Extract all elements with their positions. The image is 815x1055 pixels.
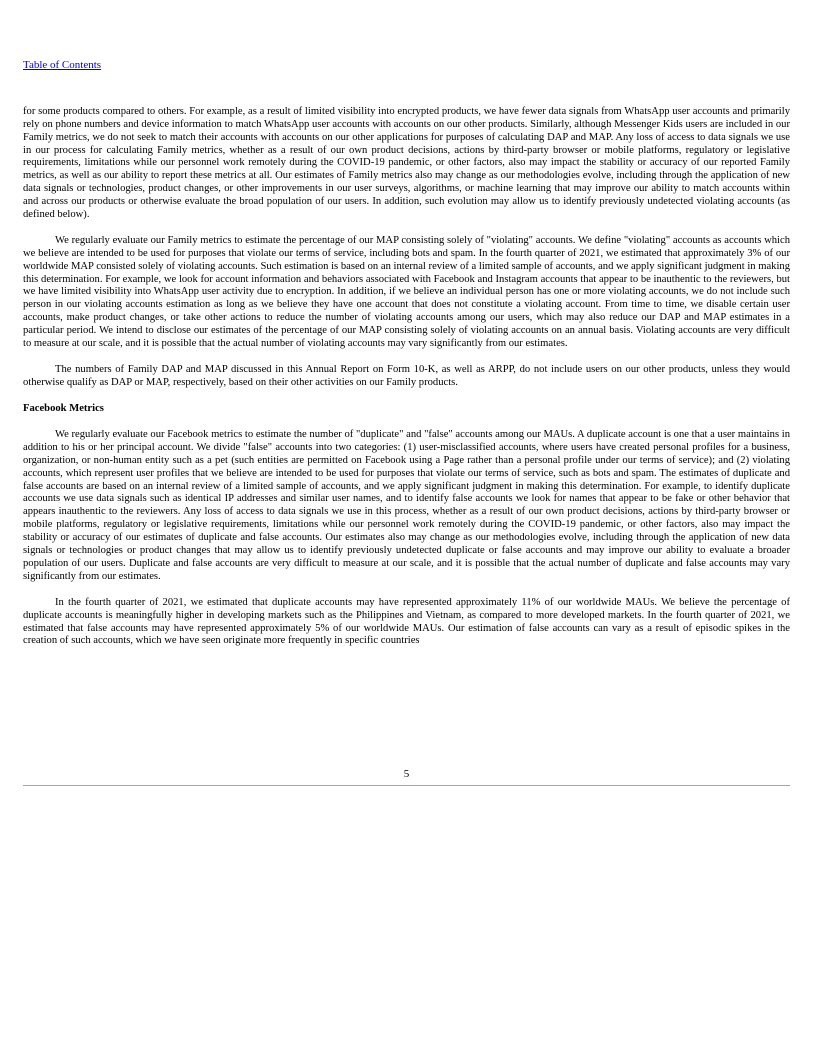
paragraph-family-metrics-limitations: for some products compared to others. For example, as a result of limited visibility into encrypted products, we have fewer data signals from WhatsApp user accounts and primarily rely on phone numbers and device information to match WhatsApp user accounts with accounts on our other products. Similarly, although Messenger Kids users are included in our Family metrics, we do not seek to match their accounts with accounts on our other applications for purposes of calculating DAP and MAP. Any loss of access to data signals we use in our process for calculating Family metrics, whether as a result of our own product decisions, actions by third-party browser or mobile platforms, regulatory or legislative requirements, limitations while our personnel work remotely during the COVID-19 pandemic, or other factors, also may impact the stability or accuracy of our reported Family metrics, as well as our ability to report these metrics at all. Our estimates of Family metrics also may change as our methodologies evolve, including through the application of new data signals or technologies, product changes, or other improvements in our user surveys, algorithms, or machine learning that may improve our ability to match accounts within and across our products or otherwise evaluate the broad population of our users. In addition, such evolution may allow us to identify previously undetected violating accounts (as defined below). [23,106,790,220]
paragraph-violating-accounts: We regularly evaluate our Family metrics to estimate the percentage of our MAP consisting solely of "violating" accounts. We define "violating" accounts as accounts which we believe are intended to be used for purposes that violate our terms of service, including bots and spam. In the fourth quarter of 2021, we estimated that approximately 3% of our worldwide MAP consisted solely of violating accounts. Such estimation is based on an internal review of a limited sample of accounts, and we apply significant judgment in making this determination. For example, we look for account information and behaviors associated with Facebook and Instagram accounts that appear to be inauthentic to the reviewers, but we have limited visibility into WhatsApp user activity due to encryption. In addition, if we believe an individual person has one or more violating accounts, we do not include such person in our violating accounts estimation as long as we believe they have one account that does not constitute a violating account. From time to time, we disable certain user accounts, make product changes, or take other actions to reduce the number of violating accounts among our users, which may also reduce our DAP and MAP estimates in a particular period. We intend to disclose our estimates of the percentage of our MAP consisting solely of violating accounts on an annual basis. Violating accounts are very difficult to measure at our scale, and it is possible that the actual number of violating accounts may vary significantly from our estimates. [23,235,790,349]
paragraph-dap-map-scope: The numbers of Family DAP and MAP discussed in this Annual Report on Form 10-K, as well as ARPP, do not include users on our other products, unless they would otherwise qualify as DAP or MAP, respectively, based on their other activities on our Family products. [23,364,790,389]
table-of-contents-link[interactable]: Table of Contents [23,59,102,71]
section-heading-facebook-metrics: Facebook Metrics [23,403,104,415]
paragraph-duplicate-false-accounts: We regularly evaluate our Facebook metrics to estimate the number of "duplicate" and "false" accounts among our MAUs. A duplicate account is one that a user maintains in addition to his or her principal account. We divide "false" accounts into two categories: (1) user-misclassified accounts, where users have created personal profiles for a business, organization, or non-human entity such as a pet (such entities are permitted on Facebook using a Page rather than a personal profile under our terms of service); and (2) violating accounts, which represent user profiles that we believe are intended to be used for purposes that violate our terms of service, such as bots and spam. The estimates of duplicate and false accounts are based on an internal review of a limited sample of accounts, and we apply significant judgment in making this determination. For example, to identify duplicate accounts we use data signals such as identical IP addresses and similar user names, and to identify false accounts we look for names that appear to be fake or other behavior that appears inauthentic to the reviewers. Any loss of access to data signals we use in this process, whether as a result of our own product decisions, actions by third-party browser or mobile platforms, regulatory or legislative requirements, limitations while our personnel work remotely during the COVID-19 pandemic, or other factors, also may impact the stability or accuracy of our estimates of duplicate and false accounts. Our estimates also may change as our methodologies evolve, including through the application of new data signals or technologies or product changes that may allow us to identify previously undetected duplicate or false accounts and may improve our ability to evaluate a broader population of our users. Duplicate and false accounts are very difficult to measure at our scale, and it is possible that the actual number of duplicate and false accounts may vary significantly from our estimates. [23,429,790,582]
document-body [23,106,790,662]
page-divider [23,785,790,786]
page-number: 5 [403,768,410,780]
paragraph-q4-2021-estimates: In the fourth quarter of 2021, we estimated that duplicate accounts may have represented approximately 11% of our worldwide MAUs. We believe the percentage of duplicate accounts is meaningfully higher in developing markets such as the Philippines and Vietnam, as compared to more developed markets. In the fourth quarter of 2021, we estimated that false accounts may have represented approximately 5% of our worldwide MAUs. Our estimation of false accounts can vary as a result of episodic spikes in the creation of such accounts, which we have seen originate more frequently in specific countries [23,596,790,647]
